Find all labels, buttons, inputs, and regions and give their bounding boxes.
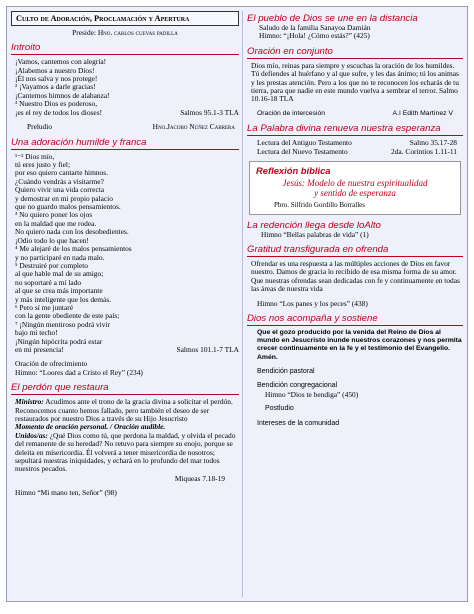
reflexion-title: Reflexión bíblica	[256, 164, 331, 176]
heading-rule	[247, 256, 463, 257]
left-column	[11, 11, 239, 497]
reflexion-box	[249, 161, 461, 215]
reflexion-preacher: Pbro. Silfrido Gordillo Borralles	[274, 200, 365, 209]
oracion-ref: Salmo 10.16-18 TLA	[251, 86, 458, 104]
adoracion-line: ⁵ Destruiré por completo	[15, 260, 88, 270]
preludio-label: Preludio	[27, 122, 53, 132]
adoracion-line: y no participaré en nada malo.	[15, 252, 105, 262]
bulletin-page	[6, 6, 468, 602]
intercesion-row	[247, 110, 463, 119]
heading-rule	[247, 58, 463, 59]
pueblo-himno: Himno: “¡Hola! ¿Cómo estás?” (425)	[259, 31, 370, 41]
adoracion-line: por eso quiero cantarte himnos.	[15, 168, 108, 178]
heading-rule	[11, 149, 239, 150]
perdon-ref: Miqueas 7.18-19	[174, 473, 225, 483]
adoracion-line: ³ No quiero poner los ojos	[15, 210, 93, 220]
introito-ref: Salmos 95.1-3 TLA	[180, 107, 239, 117]
adoracion-himno: Himno: “Loores dad a Cristo el Rey” (234)	[15, 367, 143, 377]
pueblo-heading: El pueblo de Dios se une en la distancia	[247, 13, 418, 24]
adoracion-line: ¡Ningún hipócrita podrá estar	[15, 336, 103, 346]
adoracion-line: en la maldad que me rodea.	[15, 218, 97, 228]
oracion-body: Dios mío, reinas para siempre y escuchas la oración de los humildes. Tú defiendes al huérfano y al que sufre, y les das ánimo; tú los animas y les prestas atención. Pero a los que no te reconocen los echarás de tu tierra, para que nadie en este mundo vuelva a sembrar el terror.	[251, 60, 459, 96]
adoracion-line: No quiero nada con los desobedientes.	[15, 227, 129, 237]
reflexion-quote-1: Jesús: Modelo de nuestra espiritualidad	[282, 177, 428, 188]
heading-rule	[247, 135, 463, 136]
lectura-nt-label: Lectura del Nuevo Testamento	[257, 147, 348, 157]
gratitud-text: Ofrendar es una respuesta a las múltiples acciones de Dios en favor nuestro. Damos de gracia lo recibido de esa misma forma de su amor. Que nuestras ofrendas sean dedicadas con fe y continuamente en todas las áreas de nuestra vida	[251, 259, 460, 294]
ministro-text: Acudimos ante el trono de la gracia divina a solicitar el perdón. Reconocemos cuanto hemos fallado, pero también el deseo de ser restaurados por nuestro Dios a través de su Hijo Jesucristo	[15, 397, 233, 424]
perdon-momento: Momento de oración personal. / Oración audible.	[15, 422, 166, 432]
introito-line: ¡Él nos salva y nos protege!	[15, 74, 98, 84]
perdon-himno: Himno “Mi mano ten, Señor” (98)	[15, 487, 117, 497]
adoracion-line: que no guardo malos pensamientos.	[15, 202, 121, 212]
adoracion-ref: Salmos 101.1-7 TLA	[176, 344, 239, 354]
oracion-heading: Oración en conjunto	[247, 45, 333, 57]
redencion-heading: La redención llega desde loAlto	[247, 219, 381, 231]
lectura-nt-ref: 2da. Corintios 1.11-11	[391, 147, 457, 157]
adoracion-line: y más inteligente que los demás.	[15, 294, 112, 304]
perdon-heading: El perdón que restaura	[11, 382, 109, 394]
introito-line: ¡es el rey de todos los dioses!	[15, 107, 103, 117]
perdon-ministro	[15, 398, 239, 423]
palabra-heading: La Palabra divina renueva nuestra esperanza	[247, 123, 441, 135]
service-title: Culto de Adoración, Proclamación y Apertura	[11, 11, 239, 26]
heading-rule	[11, 394, 239, 395]
ministro-label: Ministro:	[15, 397, 44, 407]
adoracion-line: en mi presencia!	[15, 344, 64, 354]
adoracion-line: con la gente obediente de este país;	[15, 311, 120, 321]
introito-line: ² ¡Vayamos a darle gracias!	[15, 82, 96, 92]
adoracion-line: ⁴ Me alejaré de los malos pensamientos	[15, 244, 132, 254]
intercesion-name: A.I Edith Martínez V	[392, 109, 453, 117]
presider-line	[11, 29, 239, 37]
presider-name: Hno. carlos cuevas padilla	[97, 28, 178, 37]
adoracion-line: ¿Cuándo vendrás a visitarme?	[15, 176, 104, 186]
presider-label: Preside:	[72, 28, 96, 37]
adoracion-line: y demostrar en mi propio palacio	[15, 193, 113, 203]
adoracion-line: ⁷ ¡Ningún mentiroso podrá vivir	[15, 319, 110, 329]
adoracion-line: ¡Odio todo lo que hacen!	[15, 235, 89, 245]
heading-rule	[247, 325, 463, 326]
intereses-comunidad: Intereses de la comunidad	[257, 419, 340, 427]
adoracion-line: ¹⁻² Dios mío,	[15, 151, 55, 161]
intercesion-label: Oración de intercesión	[257, 109, 326, 117]
adoracion-text	[15, 153, 239, 355]
adoracion-line: al que se crea más importante	[15, 286, 103, 296]
adoracion-line: Quiero vivir una vida correcta	[15, 185, 105, 195]
introito-text	[15, 58, 239, 117]
unidos-text: ¿Qué Dios como tú, que perdona la maldad, y olvida el pecado del remanente de su heredad? No retuvo para siempre su enojo, porque se deleita en misericordia. Él volverá a tener misericordia de nosotros; sepultará nuestras iniquidades, y echará en lo profundo del mar todos nuestros pecados.	[15, 430, 236, 474]
adoracion-line: no soportaré a mí lado	[15, 277, 82, 287]
preludio-row	[11, 123, 239, 132]
acompana-heading: Dios nos acompaña y sostiene	[247, 313, 378, 325]
adoracion-line: bajo mi techo!	[15, 328, 58, 338]
lectura-at-label: Lectura del Antiguo Testamento	[257, 138, 352, 148]
introito-last-row	[15, 109, 239, 117]
adoracion-line: ⁶ Pero sí me juntaré	[15, 302, 73, 312]
adoracion-last-row	[15, 346, 239, 354]
pueblo-saludo: Saludo de la familia Sanayoa Damián	[259, 23, 371, 32]
acompana-himno: Himno “Dios te bendiga” (450)	[265, 389, 359, 399]
ofrecimiento: Oración de ofrecimiento	[15, 359, 88, 369]
lectura-at-ref: Salmo 35.17-28	[409, 138, 457, 148]
introito-heading: Introito	[11, 42, 41, 54]
redencion-himno: Himno “Bellas palabras de vida” (1)	[261, 229, 369, 239]
heading-rule	[11, 54, 239, 55]
adoracion-line: al que hable mal de su amigo;	[15, 269, 104, 279]
introito-line: ¡Vamos, cantemos con alegría!	[15, 57, 107, 67]
bendicion-pastoral: Bendición pastoral	[257, 367, 315, 375]
gratitud-himno: Himno “Los panes y los peces” (438)	[257, 298, 368, 308]
acompana-text: Que el gozo producido por la venida del Reino de Dios al mundo en Jesucristo inunde nuestros corazones y nos permita crecer continuamente en la fe y el testimonio del Evangelio. Amén.	[257, 329, 462, 361]
preludio-name: Hno.Jacobo Núñez Cabrera	[152, 122, 235, 132]
unidos-label: Unidos/as:	[15, 430, 48, 440]
perdon-unidos	[15, 432, 239, 474]
column-divider	[242, 11, 243, 597]
right-column	[247, 11, 463, 428]
reflexion-quote-2: y sentido de esperanza	[314, 188, 396, 199]
bendicion-congregacional: Bendición congregacional	[257, 382, 338, 390]
oracion-text	[251, 62, 463, 104]
adoracion-line: tú eres justo y fiel;	[15, 160, 71, 170]
gratitud-heading: Gratitud transfigurada en ofrenda	[247, 244, 389, 256]
lectura-nt-row	[247, 148, 463, 157]
introito-line: ¡Alabemos a nuestro Dios!	[15, 65, 95, 75]
introito-line: ¡Cantemos himnos de alabanza!	[15, 90, 110, 100]
adoracion-heading: Una adoración humilde y franca	[11, 136, 147, 148]
postludio: Postludio	[265, 405, 294, 413]
introito-line: ³ Nuestro Dios es poderoso,	[15, 99, 98, 109]
